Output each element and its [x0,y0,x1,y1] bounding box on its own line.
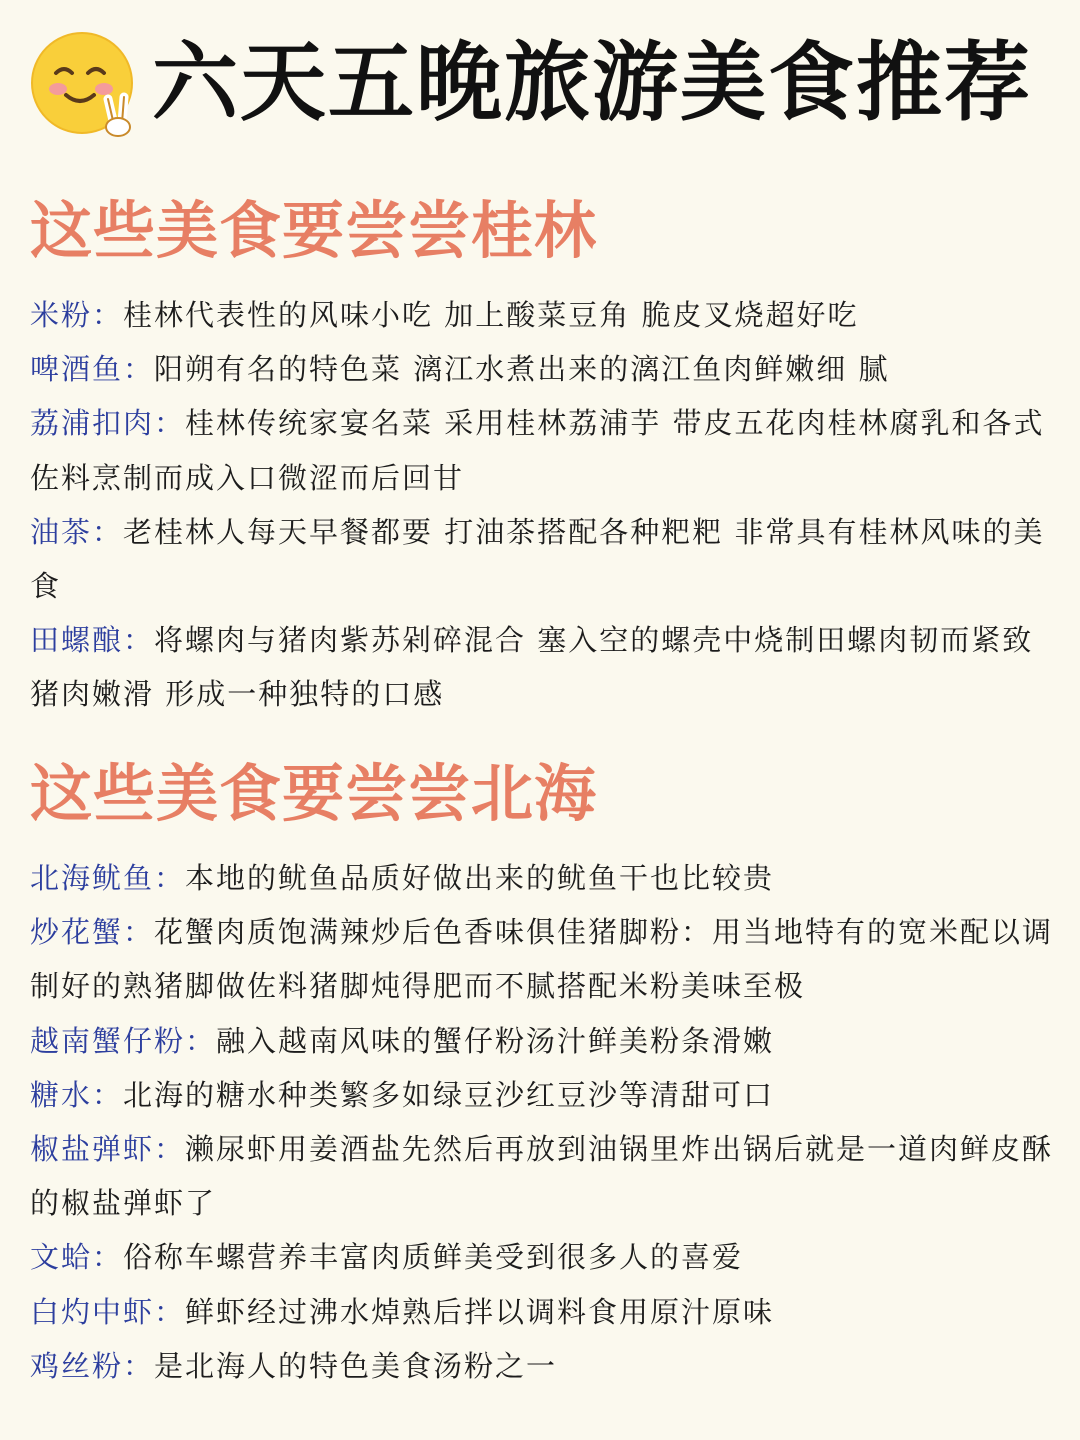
food-item [30,1285,1070,1339]
colon-separator: ： [92,1077,124,1112]
food-item [30,851,1070,905]
food-name: 炒花蟹 [30,915,124,950]
food-name: 啤酒鱼 [30,352,124,387]
food-name: 文蛤 [30,1240,93,1275]
colon-separator: ： [123,915,155,950]
colon-separator: ： [123,352,155,387]
food-description: 将螺肉与猪肉紫苏剁碎混合 塞入空的螺壳中烧制田螺肉韧而紧致 猪肉嫩滑 形成一种独特的口感 [30,623,1034,712]
colon-separator: ： [154,1294,186,1329]
food-description: 是北海人的特色美食汤粉之一 [154,1348,558,1383]
page-title: 六天五晚旅游美食推荐 [152,33,1032,133]
food-description: 本地的鱿鱼品质好做出来的鱿鱼干也比较贵 [185,861,775,895]
food-item [30,288,1070,342]
section-heading: 这些美食要尝尝北海 [30,757,598,830]
food-name: 油茶 [30,514,93,549]
food-description: 桂林代表性的风味小吃 加上酸菜豆角 脆皮叉烧超好吃 [123,298,859,332]
colon-separator: ： [92,298,124,332]
food-name: 荔浦扣肉 [30,406,155,441]
colon-separator: ： [185,1023,217,1058]
food-name: 北海鱿鱼 [30,861,155,895]
food-description: 濑尿虾用姜酒盐先然后再放到油锅里炸出锅后就是一道肉鲜皮酥的椒盐弹虾了 [30,1132,1054,1221]
section-guilin [30,194,1070,722]
food-description: 俗称车螺营养丰富肉质鲜美受到很多人的喜爱 [123,1240,744,1275]
food-name: 白灼中虾 [30,1294,155,1329]
food-item [30,1230,1070,1284]
food-item [30,1122,1070,1230]
food-name: 米粉 [30,298,93,332]
food-name: 椒盐弹虾 [30,1132,155,1167]
food-item [30,1014,1070,1068]
food-description: 阳朔有名的特色菜 漓江水煮出来的漓江鱼肉鲜嫩细 腻 [154,352,890,387]
section-beihai [30,757,1070,1393]
food-description: 北海的糖水种类繁多如绿豆沙红豆沙等清甜可口 [123,1077,775,1112]
food-description: 鲜虾经过沸水焯熟后拌以调料食用原汁原味 [185,1294,775,1329]
food-item [30,505,1070,613]
colon-separator: ： [92,1240,124,1275]
food-item [30,396,1070,504]
food-item [30,342,1070,396]
food-name: 越南蟹仔粉 [30,1023,186,1058]
colon-separator: ： [154,861,186,895]
food-description: 桂林传统家宴名菜 采用桂林荔浦芋 带皮五花肉桂林腐乳和各式佐料烹制而成入口微涩而后回甘 [30,406,1045,495]
colon-separator: ： [154,406,186,441]
section-heading: 这些美食要尝尝桂林 [30,194,598,267]
food-item [30,613,1070,721]
food-item [30,1339,1070,1393]
colon-separator: ： [123,623,155,658]
food-description: 融入越南风味的蟹仔粉汤汁鲜美粉条滑嫩 [216,1023,775,1058]
food-item [30,905,1070,1013]
food-description: 花蟹肉质饱满辣炒后色香味俱佳猪脚粉：用当地特有的宽米配以调制好的熟猪脚做佐料猪脚炖得肥而不腻搭配米粉美味至极 [30,915,1054,1004]
food-name: 鸡丝粉 [30,1348,124,1383]
colon-separator: ： [92,514,124,549]
food-name: 糖水 [30,1077,93,1112]
food-item [30,1068,1070,1122]
header [30,18,1060,148]
colon-separator: ： [154,1132,186,1167]
food-description: 老桂林人每天早餐都要 打油茶搭配各种粑粑 非常具有桂林风味的美食 [30,514,1045,604]
colon-separator: ： [123,1348,155,1383]
food-name: 田螺酿 [30,623,124,658]
smiling-victory-emoji-icon [30,29,138,137]
